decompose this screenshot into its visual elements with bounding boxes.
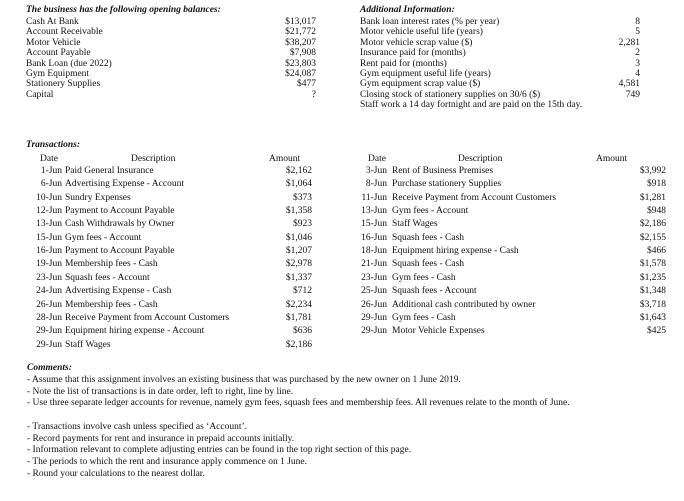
amount-column-header: Amount <box>596 154 628 164</box>
transaction-amount: $3,718 <box>639 299 666 310</box>
transaction-row <box>360 312 670 326</box>
transaction-description: Gym fees - Cash <box>392 312 456 323</box>
opening-balance-label: Gym Equipment <box>26 69 90 79</box>
opening-balance-label: Stationery Supplies <box>26 79 101 90</box>
transaction-description: Equipment hiring expense - Cash <box>392 246 519 257</box>
transaction-amount: $466 <box>647 246 666 257</box>
transaction-description: Rent of Business Premises <box>392 166 494 176</box>
comment-line: - Transactions involve cash unless specified as ‘Account’. <box>27 421 248 432</box>
transaction-date: 15-Jun <box>361 219 387 230</box>
transaction-date: 12-Jun <box>36 206 62 217</box>
transaction-description: Cash Withdrawals by Owner <box>65 219 175 230</box>
transaction-description: Advertising Expense - Cash <box>65 286 172 297</box>
transaction-row <box>26 245 326 259</box>
description-column-header: Description <box>458 154 503 164</box>
transaction-description: Payment to Account Payable <box>65 206 175 217</box>
comment-line: - Round your calculations to the nearest dollar. <box>27 468 205 479</box>
transaction-row <box>26 285 326 299</box>
additional-info-value: 2,281 <box>618 37 640 48</box>
transaction-description: Gym fees - Account <box>65 232 142 243</box>
transaction-amount: $918 <box>647 179 666 190</box>
transaction-description: Advertising Expense - Account <box>65 179 184 190</box>
transaction-description: Membership fees - Cash <box>65 259 158 270</box>
transaction-amount: $1,207 <box>285 246 312 257</box>
opening-balances-list <box>26 17 316 107</box>
transaction-date: 19-Jun <box>36 259 62 270</box>
additional-info-label: Motor vehicle scrap value ($) <box>360 37 473 48</box>
transaction-row <box>360 258 670 272</box>
transaction-date: 6-Jun <box>40 179 62 190</box>
transaction-amount: $923 <box>293 219 312 230</box>
transactions-right-table <box>360 165 670 345</box>
transaction-date: 16-Jun <box>361 232 387 243</box>
transactions-left-header <box>26 152 326 166</box>
comment-line: - Information relevant to complete adjusting entries can be found in the top right section of this page. <box>27 445 412 456</box>
transaction-amount: $1,348 <box>639 286 666 297</box>
transaction-date: 23-Jun <box>361 272 387 283</box>
additional-info-label: Insurance paid for (months) <box>360 48 466 59</box>
transaction-amount: $2,186 <box>285 339 312 350</box>
transaction-description: Membership fees - Cash <box>65 299 158 310</box>
additional-info-value: 749 <box>625 89 640 100</box>
transaction-row <box>26 339 326 353</box>
transaction-amount: $373 <box>293 192 312 203</box>
transaction-amount: $1,781 <box>285 312 312 323</box>
additional-info-heading: Additional Information: <box>360 5 455 15</box>
transaction-row <box>360 232 670 246</box>
transaction-date: 15-Jun <box>36 232 62 243</box>
transaction-description: Squash fees - Account <box>65 272 150 283</box>
additional-info-label: Bank loan interest rates (% per year) <box>360 17 500 27</box>
transaction-amount: $636 <box>293 326 312 337</box>
transaction-description: Paid General Insurance <box>65 166 154 176</box>
comment-line: - Note the list of transactions is in date order, left to right, line by line. <box>27 386 294 397</box>
transaction-amount: $425 <box>647 326 666 337</box>
transaction-description: Staff Wages <box>392 219 438 230</box>
additional-info-row <box>360 27 640 38</box>
opening-balance-row <box>26 59 316 70</box>
transaction-date: 29-Jun <box>36 339 62 350</box>
opening-balance-value: ? <box>311 89 316 100</box>
transaction-amount: $1,643 <box>639 312 666 323</box>
opening-balance-value: $477 <box>297 79 316 90</box>
transaction-description: Gym fees - Account <box>392 206 469 217</box>
transaction-date: 28-Jun <box>36 312 62 323</box>
transaction-date: 26-Jun <box>361 299 387 310</box>
additional-info-value: 2 <box>635 48 640 59</box>
transaction-row <box>360 299 670 313</box>
transaction-row <box>360 272 670 286</box>
transaction-description: Sundry Expenses <box>65 192 131 203</box>
transaction-date: 29-Jun <box>361 312 387 323</box>
transaction-row <box>360 165 670 179</box>
transaction-row <box>26 272 326 286</box>
transaction-amount: $2,186 <box>639 219 666 230</box>
opening-balance-label: Cash At Bank <box>26 17 79 27</box>
opening-balance-label: Bank Loan (due 2022) <box>26 58 112 69</box>
opening-balance-row <box>26 17 316 28</box>
comments-list <box>0 375 684 501</box>
additional-info-label: Gym equipment scrap value ($) <box>360 79 481 90</box>
transaction-row <box>26 232 326 246</box>
transaction-date: 29-Jun <box>361 326 387 337</box>
date-column-header: Date <box>40 154 58 164</box>
transaction-amount: $1,337 <box>285 272 312 283</box>
transaction-date: 3-Jun <box>365 166 387 176</box>
comment-line: - Assume that this assignment involves an existing business that was purchased by the new owner on 1 June 2019. <box>27 375 461 385</box>
transaction-description: Payment to Account Payable <box>65 246 175 257</box>
transaction-row <box>360 245 670 259</box>
transaction-date: 8-Jun <box>365 179 387 190</box>
transaction-row <box>360 325 670 339</box>
transaction-row <box>26 299 326 313</box>
transaction-amount: $712 <box>293 286 312 297</box>
transaction-date: 29-Jun <box>36 326 62 337</box>
transaction-row <box>26 218 326 232</box>
transaction-row <box>360 205 670 219</box>
description-column-header: Description <box>131 154 176 164</box>
opening-balance-value: $24,087 <box>285 69 316 79</box>
transaction-date: 21-Jun <box>361 259 387 270</box>
transaction-date: 26-Jun <box>36 299 62 310</box>
transaction-amount: $1,064 <box>285 179 312 190</box>
opening-balance-value: $23,803 <box>285 58 316 69</box>
transaction-date: 13-Jun <box>361 206 387 217</box>
opening-balance-row <box>26 79 316 90</box>
transaction-date: 18-Jun <box>361 246 387 257</box>
opening-balance-row <box>26 38 316 49</box>
transaction-date: 13-Jun <box>36 219 62 230</box>
additional-info-label: Staff work a 14 day fortnight and are paid on the 15th day. <box>360 100 583 111</box>
additional-info-row <box>360 100 640 111</box>
additional-info-value: 4 <box>635 69 640 79</box>
transaction-description: Squash fees - Account <box>392 286 477 297</box>
transaction-row <box>360 285 670 299</box>
opening-balance-label: Account Payable <box>26 48 91 59</box>
transaction-description: Staff Wages <box>65 339 111 350</box>
comment-line: - The periods to which the rent and insurance apply commence on 1 June. <box>27 456 307 467</box>
additional-info-label: Motor vehicle useful life (years) <box>360 27 483 38</box>
opening-balance-value: $7,908 <box>289 48 316 59</box>
transactions-left-table <box>26 165 326 355</box>
additional-info-row <box>360 79 640 90</box>
transaction-description: Receive Payment from Account Customers <box>392 192 557 203</box>
transaction-date: 24-Jun <box>36 286 62 297</box>
transaction-row <box>360 218 670 232</box>
amount-column-header: Amount <box>269 154 301 164</box>
opening-balance-row <box>26 90 316 101</box>
transaction-amount: $3,992 <box>639 166 666 176</box>
transaction-amount: $1,578 <box>639 259 666 270</box>
transaction-amount: $1,046 <box>285 232 312 243</box>
additional-info-label: Gym equipment useful life (years) <box>360 69 491 79</box>
opening-balance-value: $13,017 <box>285 17 316 27</box>
comment-line: - Use three separate ledger accounts for revenue, namely gym fees, squash fees and membership fees. All revenues relate to the month of June. <box>27 398 570 409</box>
opening-balance-label: Motor Vehicle <box>26 37 81 48</box>
transaction-date: 25-Jun <box>361 286 387 297</box>
transaction-row <box>26 325 326 339</box>
transaction-row <box>26 205 326 219</box>
additional-info-row <box>360 59 640 70</box>
transaction-date: 11-Jun <box>361 192 387 203</box>
comment-line: - Record payments for rent and insurance in prepaid accounts initially. <box>27 433 295 444</box>
opening-balance-row <box>26 69 316 80</box>
transaction-description: Purchase stationery Supplies <box>392 179 502 190</box>
transaction-amount: $1,235 <box>639 272 666 283</box>
transaction-row <box>26 258 326 272</box>
opening-balance-row <box>26 48 316 59</box>
transaction-row <box>360 192 670 206</box>
transaction-date: 1-Jun <box>40 166 62 176</box>
transaction-description: Equipment hiring expense - Account <box>65 326 205 337</box>
transaction-amount: $2,162 <box>285 166 312 176</box>
transaction-row <box>26 178 326 192</box>
additional-info-value: 8 <box>635 17 640 27</box>
transaction-date: 23-Jun <box>36 272 62 283</box>
transaction-amount: $2,155 <box>639 232 666 243</box>
transaction-amount: $2,978 <box>285 259 312 270</box>
transaction-description: Additional cash contributed by owner <box>392 299 536 310</box>
transaction-date: 16-Jun <box>36 246 62 257</box>
transactions-right-header <box>360 152 660 166</box>
transaction-description: Squash fees - Cash <box>392 259 465 270</box>
additional-info-row <box>360 48 640 59</box>
transaction-row <box>26 165 326 179</box>
transactions-heading: Transactions: <box>26 140 81 150</box>
transaction-amount: $1,358 <box>285 206 312 217</box>
transaction-row <box>26 192 326 206</box>
transaction-amount: $1,281 <box>639 192 666 203</box>
opening-balance-label: Capital <box>26 89 54 100</box>
opening-balances-heading: The business has the following opening balances: <box>26 5 221 15</box>
additional-info-label: Rent paid for (months) <box>360 58 447 69</box>
transaction-amount: $948 <box>647 206 666 217</box>
comments-heading: Comments: <box>27 363 72 373</box>
transaction-amount: $2,234 <box>285 299 312 310</box>
transaction-row <box>26 312 326 326</box>
transaction-row <box>360 178 670 192</box>
transaction-date: 10-Jun <box>36 192 62 203</box>
additional-info-value: 5 <box>635 27 640 38</box>
opening-balance-row <box>26 27 316 38</box>
transaction-description: Receive Payment from Account Customers <box>65 312 230 323</box>
opening-balance-label: Account Receivable <box>26 27 103 38</box>
transaction-description: Motor Vehicle Expenses <box>392 326 485 337</box>
additional-info-list <box>360 17 640 117</box>
additional-info-label: Closing stock of stationery supplies on 30/6 ($) <box>360 89 541 100</box>
transaction-description: Gym fees - Cash <box>392 272 456 283</box>
date-column-header: Date <box>368 154 386 164</box>
additional-info-value: 3 <box>635 58 640 69</box>
additional-info-value: 4,581 <box>618 79 640 90</box>
opening-balance-value: $38,207 <box>285 37 316 48</box>
transaction-description: Squash fees - Cash <box>392 232 465 243</box>
opening-balance-value: $21,772 <box>285 27 316 38</box>
